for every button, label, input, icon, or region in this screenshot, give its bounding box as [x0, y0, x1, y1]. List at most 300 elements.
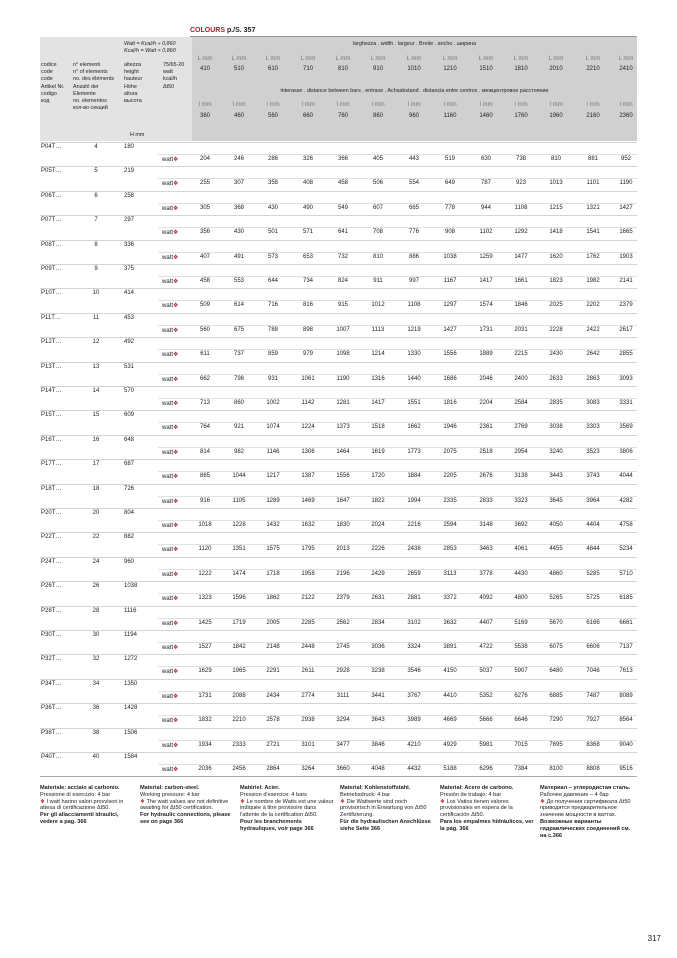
watt-value: 3093: [619, 375, 633, 382]
watt-value: 1292: [514, 229, 528, 236]
row-divider: [40, 606, 637, 607]
height-value: 804: [124, 510, 135, 516]
footnote-hydraulic: Para los empalmes hidráulicos, ver la pág. 366: [440, 818, 534, 832]
width-value: 2010: [549, 66, 563, 72]
watt-value: 246: [233, 156, 244, 162]
watt-value: 2291: [266, 668, 280, 675]
watt-value: 952: [620, 156, 631, 162]
watt-value: 653: [302, 253, 313, 260]
header-watt: kcal/h: [163, 76, 178, 83]
watt-value: 2745: [336, 644, 350, 650]
footnote-title: Material: carbon-steel.: [140, 785, 200, 791]
width-value: 2210: [586, 66, 600, 72]
watt-value: 1842: [232, 644, 246, 650]
watt-value: 2036: [198, 766, 212, 772]
watt-value: 3238: [371, 668, 385, 675]
page-number: 317: [647, 934, 661, 943]
watt-divider: [158, 471, 637, 472]
watt-value: 1222: [198, 570, 212, 577]
watt-text: watt: [162, 596, 174, 603]
element-count: 22: [92, 534, 100, 541]
interaxis-value: 760: [337, 113, 348, 119]
interaxis-unit: I mm: [514, 102, 528, 108]
watt-value: 573: [267, 253, 278, 260]
model-code: P30T…: [41, 632, 62, 638]
watt-label: [162, 546, 178, 553]
watt-value: 649: [444, 180, 455, 187]
watt-value: 4800: [514, 595, 528, 602]
watt-value: 286: [267, 156, 278, 162]
footnote-title: Material: Acero de carbono.: [440, 785, 514, 791]
watt-text: watt: [162, 279, 174, 285]
element-count: 17: [92, 461, 100, 468]
watt-value: 1527: [198, 644, 212, 650]
model-code: P14T…: [41, 388, 62, 394]
watt-value: 3264: [301, 766, 315, 772]
width-unit: L mm: [265, 56, 281, 62]
watt-value: 908: [444, 229, 455, 236]
element-count: 11: [92, 314, 100, 321]
watt-value: 7487: [586, 692, 600, 699]
row-divider: [40, 508, 637, 509]
interaxis-unit: I mm: [586, 102, 600, 108]
watt-value: 3323: [514, 497, 528, 504]
watt-value: 1427: [443, 326, 457, 333]
watt-value: 614: [233, 302, 244, 309]
watt-value: 1190: [619, 180, 633, 187]
watt-value: 8564: [619, 717, 633, 724]
watt-value: 738: [515, 156, 526, 162]
watt-value: 2196: [336, 570, 350, 577]
provisional-star-icon: ❖: [173, 596, 179, 603]
watt-value: 5285: [586, 570, 600, 577]
header-height: Höhe: [124, 83, 137, 90]
height-value: 1272: [124, 656, 138, 663]
watt-divider: [158, 422, 637, 423]
watt-value: 7290: [549, 717, 563, 724]
watt-value: 1316: [371, 375, 385, 382]
watt-value: 1731: [198, 692, 212, 699]
watt-value: 6606: [586, 644, 600, 650]
watt-value: 2456: [232, 766, 246, 772]
watt-value: 2361: [479, 424, 493, 431]
row-divider: [40, 532, 637, 533]
watt-value: 3632: [443, 619, 457, 626]
watt-value: 3523: [586, 448, 600, 455]
watt-value: 4455: [549, 546, 563, 553]
model-code: P08T…: [41, 241, 62, 248]
watt-value: 3148: [479, 522, 493, 528]
watt-value: 1297: [443, 302, 457, 309]
header-elements: n° of elements: [73, 69, 108, 76]
watt-text: watt: [162, 254, 174, 261]
row-divider: [40, 728, 637, 729]
watt-value: 519: [444, 156, 455, 162]
watt-value: 2422: [586, 326, 600, 333]
watt-value: 443: [408, 156, 419, 162]
interaxis-value: 360: [199, 113, 210, 119]
watt-value: 5188: [443, 766, 457, 772]
watt-value: 6075: [549, 644, 563, 650]
height-value: 609: [124, 412, 135, 419]
interaxis-unit: I mm: [232, 102, 246, 108]
watt-label: [162, 498, 178, 505]
watt-divider: [158, 252, 637, 253]
watt-text: watt: [162, 230, 174, 237]
watt-value: 1190: [336, 375, 350, 382]
watt-value: 778: [444, 204, 455, 211]
watt-value: 1018: [198, 522, 212, 528]
watt-value: 1830: [336, 522, 350, 528]
watt-value: 1720: [371, 473, 385, 480]
watt-value: 2835: [549, 400, 563, 406]
watt-value: 1816: [443, 400, 457, 406]
watt-value: 979: [302, 351, 313, 358]
interaxis-value: 460: [233, 113, 244, 119]
height-value: 297: [124, 217, 135, 224]
watt-label: [162, 156, 178, 163]
watt-text: watt: [162, 425, 174, 432]
watt-value: 713: [199, 400, 210, 406]
interaxis-unit: I mm: [198, 102, 212, 108]
provisional-star-icon: ❖: [173, 742, 179, 749]
watt-value: 8089: [619, 692, 633, 699]
watt-divider: [158, 520, 637, 521]
watt-divider: [158, 666, 637, 667]
watt-value: 898: [302, 326, 313, 333]
watt-value: 2833: [479, 497, 493, 504]
model-code: P17T…: [41, 461, 62, 468]
watt-text: watt: [162, 620, 174, 627]
width-value: 710: [302, 66, 313, 72]
watt-value: 1013: [549, 180, 563, 187]
watt-value: 1469: [301, 497, 315, 504]
watt-value: 810: [372, 253, 383, 260]
watt-value: 944: [480, 204, 491, 211]
footnote-watt-note: Los Vatios tienen valores provisionales en espera de la certificación Δt50.: [440, 798, 513, 819]
watt-divider: [158, 569, 637, 570]
model-code: P07T…: [41, 217, 62, 224]
watt-value: 1665: [619, 229, 633, 236]
model-code: P26T…: [41, 583, 62, 590]
watt-value: 1719: [232, 619, 246, 626]
height-value: 492: [124, 339, 135, 346]
watt-value: 1795: [301, 546, 315, 553]
model-code: P34T…: [41, 680, 62, 687]
watt-value: 204: [199, 156, 210, 162]
watt-value: 6185: [619, 595, 633, 602]
watt-value: 6166: [586, 619, 600, 626]
watt-value: 1464: [336, 448, 350, 455]
watt-divider: [158, 349, 637, 350]
watt-value: 2434: [266, 692, 280, 699]
watt-value: 405: [372, 156, 383, 162]
header-height: высота: [124, 98, 142, 104]
watt-value: 1012: [371, 302, 385, 309]
watt-value: 3303: [586, 424, 600, 431]
provisional-star-icon: ❖: [140, 798, 147, 805]
provisional-star-icon: ❖: [173, 571, 179, 578]
row-divider: [40, 703, 637, 704]
watt-value: 3989: [407, 717, 421, 724]
provisional-star-icon: ❖: [540, 798, 547, 805]
watt-value: 501: [267, 229, 278, 236]
watt-value: 1647: [336, 497, 350, 504]
row-divider: [40, 630, 637, 631]
watt-value: 2430: [549, 351, 563, 358]
watt-value: 2633: [549, 375, 563, 382]
watt-value: 5037: [479, 668, 493, 675]
watt-value: 6276: [514, 692, 528, 699]
watt-value: 2024: [371, 522, 385, 528]
watt-value: 1474: [232, 570, 246, 577]
watt-value: 3443: [549, 473, 563, 480]
provisional-star-icon: ❖: [173, 279, 179, 285]
interaxis-unit: I mm: [407, 102, 421, 108]
row-divider: [40, 386, 637, 387]
model-code: P38T…: [41, 729, 62, 736]
watt-value: 1044: [232, 473, 246, 480]
watt-value: 6480: [549, 668, 563, 675]
width-unit: L mm: [406, 56, 422, 62]
row-divider: [40, 362, 637, 363]
header-code: code: [41, 76, 53, 83]
watt-value: 1686: [443, 375, 457, 382]
watt-value: 1427: [619, 204, 633, 211]
watt-value: 7384: [514, 766, 528, 772]
watt-value: 4048: [371, 766, 385, 772]
watt-value: 1477: [514, 253, 528, 260]
watt-value: 2226: [371, 546, 385, 553]
watt-value: 859: [267, 351, 278, 358]
watt-value: 2335: [443, 497, 457, 504]
watt-value: 5670: [549, 619, 563, 626]
width-unit: L mm: [442, 56, 458, 62]
watt-text: watt: [162, 718, 174, 725]
watt-value: 2928: [336, 668, 350, 675]
provisional-star-icon: ❖: [173, 327, 179, 334]
model-code: P15T…: [41, 412, 62, 419]
footnote-title: Matériel: Acier.: [240, 785, 280, 791]
model-code: P10T…: [41, 290, 62, 297]
watt-value: 3660: [336, 766, 350, 772]
watt-value: 3643: [371, 717, 385, 724]
interaxis-value: 1760: [514, 113, 528, 119]
watt-text: watt: [162, 401, 174, 407]
watt-label: [162, 693, 178, 700]
interaxis-unit: I mm: [371, 102, 385, 108]
height-value: 1584: [124, 754, 138, 760]
watt-value: 9516: [619, 766, 633, 772]
watt-value: 1105: [232, 497, 246, 504]
watt-value: 1289: [266, 497, 280, 504]
interaxis-value: 2360: [619, 113, 633, 119]
watt-label: [162, 742, 178, 749]
height-value: 375: [124, 266, 135, 272]
width-unit: L mm: [197, 56, 213, 62]
watt-divider: [158, 740, 637, 741]
watt-value: 3645: [549, 497, 563, 504]
element-count: 5: [94, 168, 98, 175]
provisional-star-icon: ❖: [240, 798, 247, 805]
watt-value: 1120: [198, 546, 212, 553]
width-unit: L mm: [513, 56, 529, 62]
watt-value: 307: [233, 180, 244, 187]
watt-value: 358: [267, 180, 278, 187]
watt-value: 2562: [336, 619, 350, 626]
watt-value: 1108: [407, 302, 421, 309]
row-divider: [40, 459, 637, 460]
footnote-block: [440, 785, 535, 833]
row-divider: [40, 313, 637, 314]
row-divider: [40, 679, 637, 680]
watt-value: 982: [233, 448, 244, 455]
height-value: 219: [124, 168, 135, 175]
watt-text: watt: [162, 327, 174, 334]
header-height: hauteur: [124, 76, 143, 83]
watt-value: 6296: [479, 766, 493, 772]
watt-divider: [158, 178, 637, 179]
footnote-pressure: Working pressure: 4 bar: [140, 791, 200, 798]
watt-value: 4860: [549, 570, 563, 577]
watt-label: [162, 473, 178, 480]
row-divider: [40, 435, 637, 436]
watt-value: 458: [199, 278, 210, 284]
watt-value: 490: [302, 204, 313, 211]
width-value: 1010: [407, 66, 421, 72]
watt-value: 4410: [443, 692, 457, 699]
watt-value: 5234: [619, 546, 633, 553]
watt-value: 356: [199, 229, 210, 236]
watt-value: 1731: [479, 326, 493, 333]
height-value: 882: [124, 534, 135, 541]
watt-value: 2659: [407, 570, 421, 577]
element-count: 8: [94, 241, 98, 248]
height-value: 1350: [124, 680, 138, 687]
watt-value: 1574: [479, 302, 493, 309]
header-elements: Anzahl der: [73, 83, 99, 90]
row-divider: [40, 240, 637, 241]
watt-value: 2834: [371, 619, 385, 626]
watt-value: 886: [408, 253, 419, 260]
watt-value: 549: [337, 204, 348, 211]
watt-value: 1762: [586, 253, 600, 260]
watt-value: 923: [515, 180, 526, 187]
watt-value: 571: [302, 229, 313, 236]
watt-value: 2631: [371, 595, 385, 602]
interaxis-value: 960: [408, 113, 419, 119]
watt-value: 611: [200, 351, 210, 358]
watt-value: 2438: [407, 546, 421, 553]
watt-value: 506: [372, 180, 383, 187]
element-count: 30: [92, 632, 100, 638]
model-code: P20T…: [41, 510, 62, 516]
watt-value: 716: [267, 302, 278, 309]
watt-value: 916: [199, 497, 210, 504]
watt-value: 1373: [336, 424, 350, 431]
interaxis-value: 560: [267, 113, 278, 119]
watt-value: 5981: [479, 741, 493, 748]
watt-value: 1596: [232, 595, 246, 602]
watt-value: 366: [337, 156, 348, 162]
watt-value: 3569: [619, 424, 633, 431]
footnote-watt-note: I watt hanno valori provvisori in attesa di certificazione Δt50.: [40, 798, 124, 812]
row-divider: [40, 166, 637, 167]
watt-value: 1619: [371, 448, 385, 455]
provisional-star-icon: ❖: [173, 645, 179, 651]
watt-value: 2031: [514, 326, 528, 333]
watt-value: 4758: [619, 522, 633, 528]
height-value: 570: [124, 388, 135, 394]
watt-value: 553: [233, 278, 244, 284]
height-value: 414: [124, 290, 135, 297]
footnote-title: Material: Kohlenstoffstahl.: [340, 785, 411, 791]
watt-value: 1661: [514, 278, 528, 284]
footnote-watt-note: The watt values are not definitive awaiting for Δt50 certification.: [140, 798, 229, 812]
provisional-star-icon: ❖: [173, 620, 179, 627]
watt-value: 3138: [514, 473, 528, 480]
watt-value: 2046: [479, 375, 493, 382]
footnote-watt-note: До получения сертификата Δt50 приводятся предварительное значение мощности в ваттах.: [540, 798, 631, 819]
watt-value: 4407: [479, 619, 493, 626]
watt-value: 1102: [479, 229, 493, 236]
provisional-star-icon: ❖: [173, 693, 179, 700]
watt-value: 2205: [443, 473, 457, 480]
height-value: 258: [124, 192, 135, 199]
watt-value: 1518: [371, 424, 385, 431]
interaxis-title: interasse . distance between bars . entraxe . Achsabstand . distancia entre centros . межцентровое расстояние: [280, 88, 549, 94]
footnote-pressure: Рабочее давление – 4 бар: [540, 791, 609, 798]
width-value: 1810: [514, 66, 528, 72]
provisional-star-icon: ❖: [173, 523, 179, 529]
provisional-star-icon: ❖: [173, 352, 179, 359]
watt-value: 3964: [586, 497, 600, 504]
watt-value: 2594: [443, 522, 457, 528]
watt-value: 1418: [549, 229, 563, 236]
watt-value: 3891: [443, 644, 457, 650]
element-count: 10: [92, 290, 100, 297]
provisional-star-icon: ❖: [173, 230, 179, 237]
watt-value: 816: [302, 302, 313, 309]
watt-value: 787: [480, 180, 491, 187]
watt-value: 764: [199, 424, 210, 431]
watt-value: 3324: [407, 644, 421, 650]
row-divider: [40, 264, 637, 265]
watt-value: 7137: [619, 644, 633, 650]
watt-value: 7695: [549, 741, 563, 748]
watt-value: 2379: [619, 302, 633, 309]
watt-value: 3767: [407, 692, 421, 699]
element-count: 32: [92, 656, 100, 663]
element-count: 9: [94, 266, 98, 272]
watt-value: 2216: [407, 522, 421, 528]
watt-value: 1167: [443, 278, 457, 284]
watt-value: 798: [233, 375, 244, 382]
watt-value: 4210: [407, 741, 421, 748]
footnote-hydraulic: Возможные варианты гидравлических соединений см. на с.366: [540, 818, 631, 839]
watt-value: 1946: [443, 424, 457, 431]
footnote-watt-note: Le nombre de Watts est une valeur indiquée à titre provisoire dans l'attente de la certification Δt50.: [240, 798, 334, 819]
watt-value: 1306: [301, 448, 315, 455]
interaxis-unit: I mm: [549, 102, 563, 108]
watt-value: 1228: [232, 522, 246, 528]
watt-value: 1417: [479, 278, 493, 284]
header-elements: кол-во секций: [73, 105, 108, 112]
watt-value: 430: [233, 229, 244, 236]
watt-divider: [158, 398, 637, 399]
watt-divider: [158, 691, 637, 692]
watt-value: 2202: [586, 302, 600, 309]
